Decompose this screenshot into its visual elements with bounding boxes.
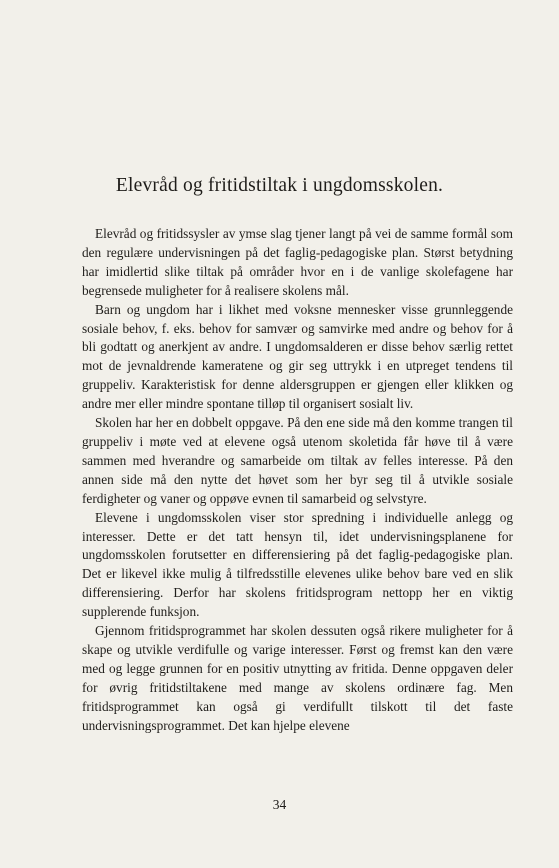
paragraph-2: Barn og ungdom har i likhet med voksne mennesker visse grunnleggende sosiale behov, f. eks. behov for samvær og samvirke med andre og behov for å bli godtatt og anerkjent av andre. I ungdomsalderen er disse behov særlig rettet mot de jevnaldrende kameratene og gir seg uttrykk i en utpreget tendens til gruppeliv. Karakteristisk for denne aldersgruppen er gjengen eller klikken og andre mer eller mindre spontane tilløp til organisert sosialt liv. <box>82 301 513 412</box>
page-number: 34 <box>272 797 287 812</box>
paragraph-4: Elevene i ungdomsskolen viser stor spredning i individuelle anlegg og interesser. Dette er det tatt hensyn til, idet undervisningsplanene for ungdomsskolen forutsetter en differensiering på det faglig-pedagogiske plan. Det er likevel ikke mulig å tilfredsstille elevenes ulike behov bare ved en slik differensiering. Derfor har skolens fritidsprogram nettopp her en viktig supplerende funksjon. <box>82 509 513 620</box>
paragraph-3: Skolen har her en dobbelt oppgave. På den ene side må den komme trangen til gruppeliv i møte ved at elevene også utenom skoletida får høve til å være sammen med hverandre og samarbeide om tiltak av felles interesse. På den annen side må den nytte det høvet som her byr seg til å utvikle sosiale ferdigheter og vaner og oppøve evnen til samarbeid og selvstyre. <box>82 415 513 506</box>
paragraph-5: Gjennom fritidsprogrammet har skolen dessuten også rikere muligheter for å skape og utvikle verdifulle og varige interesser. Først og fremst kan den være med og legge grunnen for en positiv utnytting av fritida. Denne oppgaven deler for øvrig fritidstiltakene med mange av skolens ordinære fag. Men fritidsprogrammet kan også gi verdifullt tilskott til det faste undervisningsprogrammet. Det kan hjelpe elevene <box>82 623 513 733</box>
paragraph-1: Elevråd og fritidssysler av ymse slag tjener langt på vei de samme formål som den regulære undervisningen på det faglig-pedagogiske plan. Størst betydning har imidlertid slike tiltak på områder hvor en i de vanlige skolefagene har begrensede muligheter for å realisere skolens mål. <box>82 226 513 298</box>
page-title: Elevråd og fritidstiltak i ungdomsskolen. <box>115 175 444 196</box>
body-text <box>82 225 513 735</box>
